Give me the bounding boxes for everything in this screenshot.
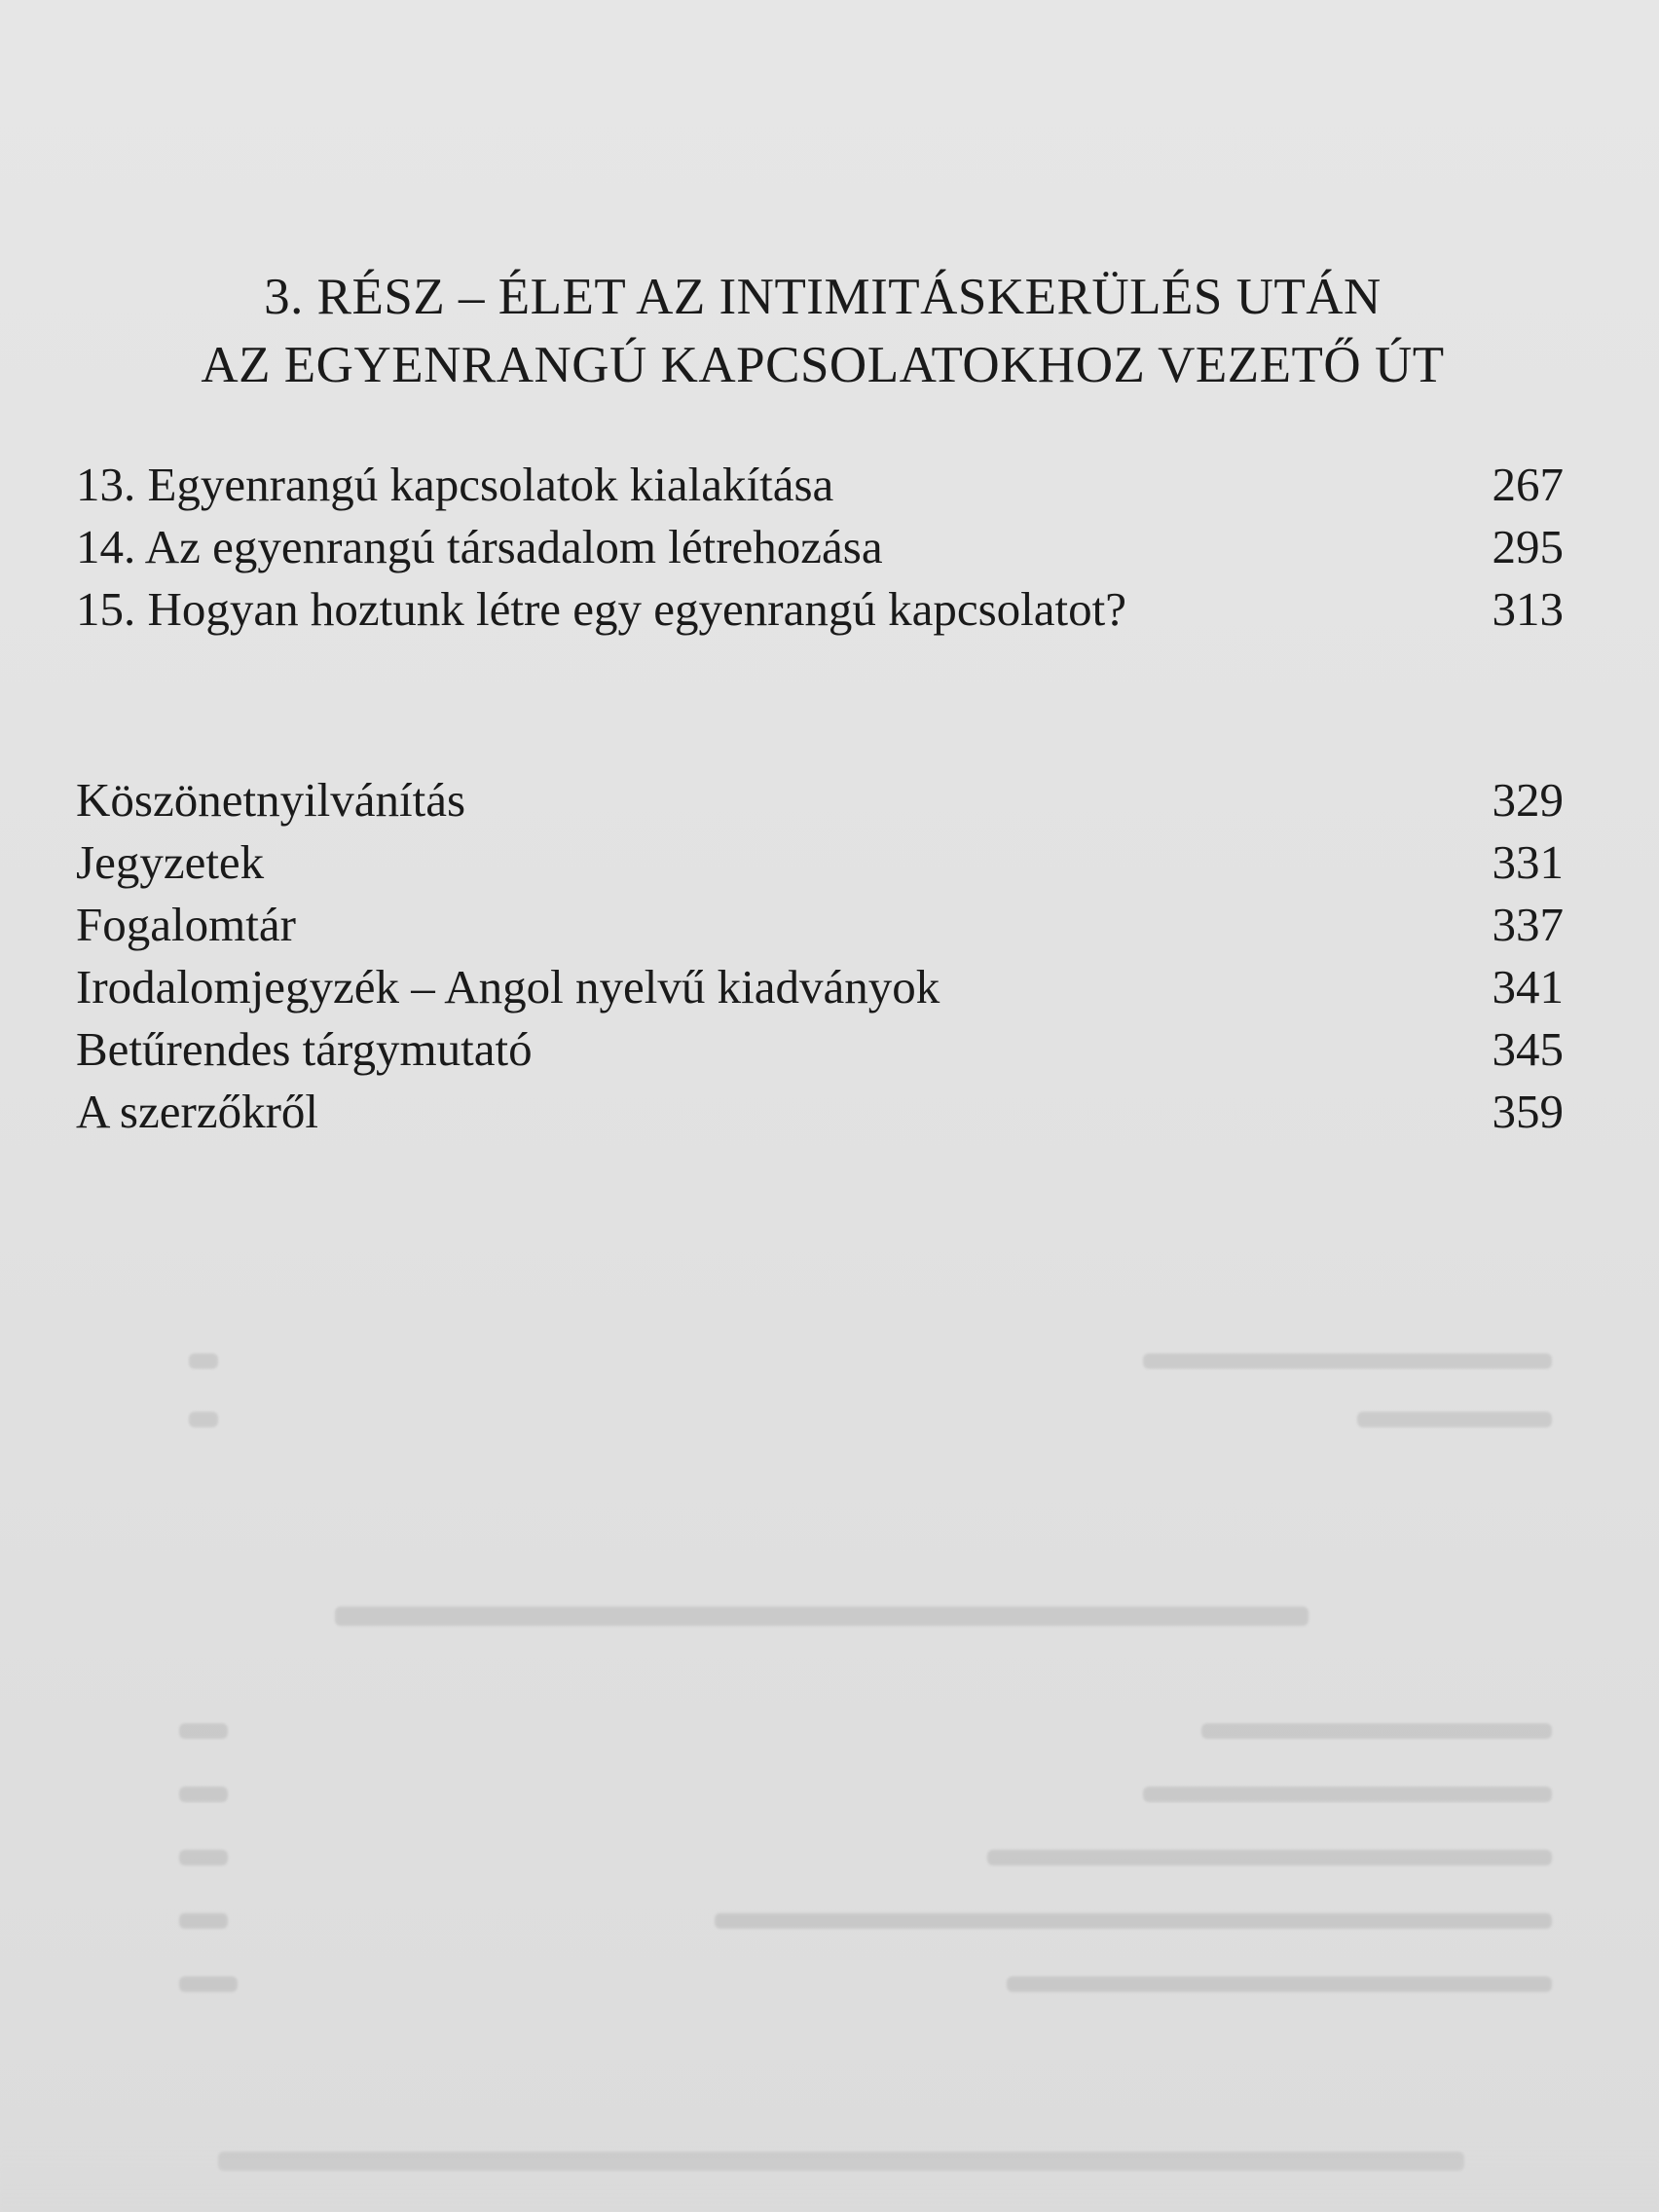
toc-entry xyxy=(76,1081,1564,1143)
toc-entry-title: Irodalomjegyzék – Angol nyelvű kiadványok xyxy=(76,960,940,1014)
toc-entry-title: 15. Hogyan hoztunk létre egy egyenrangú kapcsolatot? xyxy=(76,582,1127,636)
toc-entry-page: 313 xyxy=(1492,582,1564,636)
toc-entry-page: 341 xyxy=(1492,960,1564,1014)
toc-entry xyxy=(76,1018,1564,1081)
toc-entry-title: A szerzőkről xyxy=(76,1085,318,1138)
toc-entry xyxy=(76,769,1564,831)
part-heading-line-1: 3. RÉSZ – ÉLET AZ INTIMITÁSKERÜLÉS UTÁN xyxy=(264,269,1382,325)
toc-entry xyxy=(76,516,1564,578)
toc-entry xyxy=(76,454,1564,516)
toc-entry-title: Jegyzetek xyxy=(76,835,265,889)
toc-entry-page: 359 xyxy=(1492,1085,1564,1138)
toc-entry-page: 267 xyxy=(1492,458,1564,511)
page-bottom-shadow xyxy=(0,2124,1659,2212)
part-heading-line-2: AZ EGYENRANGÚ KAPCSOLATOKHOZ VEZETŐ ÚT xyxy=(201,337,1445,393)
show-through-text xyxy=(0,1314,1659,2212)
toc-entry-page: 295 xyxy=(1492,520,1564,573)
back-matter-list xyxy=(76,769,1564,1143)
toc-entry xyxy=(76,894,1564,956)
toc-entry-title: Fogalomtár xyxy=(76,898,296,951)
toc-entry-page: 345 xyxy=(1492,1022,1564,1076)
toc-entry-page: 337 xyxy=(1492,898,1564,951)
toc-entry xyxy=(76,578,1564,641)
part-heading xyxy=(0,263,1645,399)
toc-entry-title: 13. Egyenrangú kapcsolatok kialakítása xyxy=(76,458,834,511)
toc-entry xyxy=(76,831,1564,894)
toc-entry-title: Köszönetnyilvánítás xyxy=(76,773,466,827)
toc-entry-title: 14. Az egyenrangú társadalom létrehozása xyxy=(76,520,883,573)
toc-entry xyxy=(76,956,1564,1018)
toc-entry-title: Betűrendes tárgymutató xyxy=(76,1022,533,1076)
toc-entry-page: 331 xyxy=(1492,835,1564,889)
chapter-list xyxy=(76,454,1564,641)
toc-entry-page: 329 xyxy=(1492,773,1564,827)
